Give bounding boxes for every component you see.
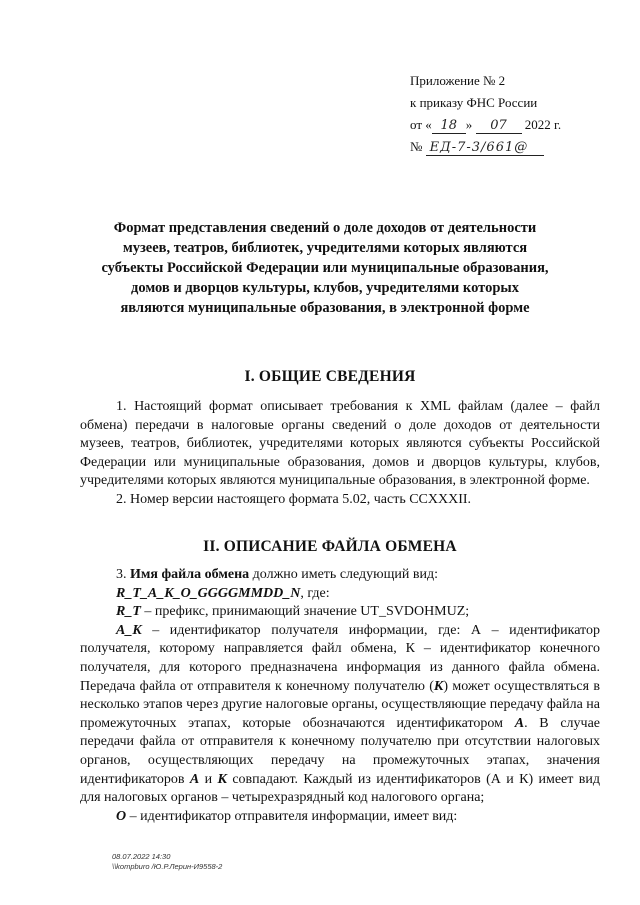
- handwritten-month: 07: [476, 119, 522, 134]
- paragraph-1: 1. Настоящий формат описывает требования к XML файлам (далее – файл обмена) передачи в налоговые органы сведений о доле доходов от деятельности музеев, театров, библиотек, учредителями которых являются субъекты Российской Федерации или муниципальные образования, домов и дворцов культуры, клубов, учредителями которых являются муниципальные образования, в электронной форме.: [80, 399, 600, 489]
- appendix-date: от « 18 » 07 2022 г.: [410, 117, 562, 133]
- appendix-number: Приложение № 2: [410, 73, 506, 88]
- document-title: Формат представления сведений о доле доходов от деятельности музеев, театров, библиотек, учредителями которых являются субъекты Российской Федерации или муниципальные образования, домов и дворцов культуры, клубов, учредителями которых являются муниципальные образования, в электронной форме: [101, 220, 549, 316]
- paragraph-2: 2. Номер версии настоящего формата 5.02, часть CCXXXII.: [116, 491, 472, 507]
- handwritten-order-number: ЕД-7-3/661@: [426, 141, 544, 156]
- footer-timestamp: 08.07.2022 14:30: [112, 852, 171, 861]
- definition-rt: R_T – префикс, принимающий значение UT_SVDOHMUZ;: [116, 604, 470, 620]
- section-heading-general: I. ОБЩИЕ СВЕДЕНИЯ: [244, 368, 416, 385]
- footer-file-path: \\kompburo /Ю.Р.Лерин-И9558-2: [112, 862, 223, 871]
- section-exchange-file-body: [80, 566, 600, 826]
- file-name-pattern: R_T_A_K_O_GGGGMMDD_N, где:: [116, 585, 330, 601]
- definition-o: O – идентификатор отправителя информации, имеет вид:: [116, 808, 458, 824]
- paragraph-3: 3. Имя файла обмена должно иметь следующий вид:: [116, 567, 439, 582]
- definition-ak: A_K – идентификатор получателя информации, где: А – идентификатор получателя, которому направляется файл обмена, К – идентификатор конечного получателя, для которого предназначена информация из данного файла обмена. Передача файла от отправителя к конечному получателю (К) может осуществляться в несколько этапов через другие налоговые органы, осуществляющие передачу файла на промежуточных этапах, которые обозначаются идентификатором А. В случае передачи файла от отправителя к конечному получателю при отсутствии налоговых органов, осуществляющих передачу на промежуточных этапах, значения идентификаторов А и К совпадают. Каждый из идентификаторов (А и К) имеет вид для налоговых органов – четырехразрядный код налогового органа;: [80, 622, 601, 806]
- appendix-order-ref: к приказу ФНС России: [410, 95, 538, 110]
- appendix-block: [410, 70, 561, 158]
- footer-stamp: [112, 852, 222, 872]
- section-heading-exchange-file: II. ОПИСАНИЕ ФАЙЛА ОБМЕНА: [203, 538, 457, 555]
- handwritten-day: 18: [432, 119, 466, 134]
- section-general-body: [80, 398, 600, 510]
- appendix-order-number: № ЕД-7-3/661@: [410, 136, 561, 158]
